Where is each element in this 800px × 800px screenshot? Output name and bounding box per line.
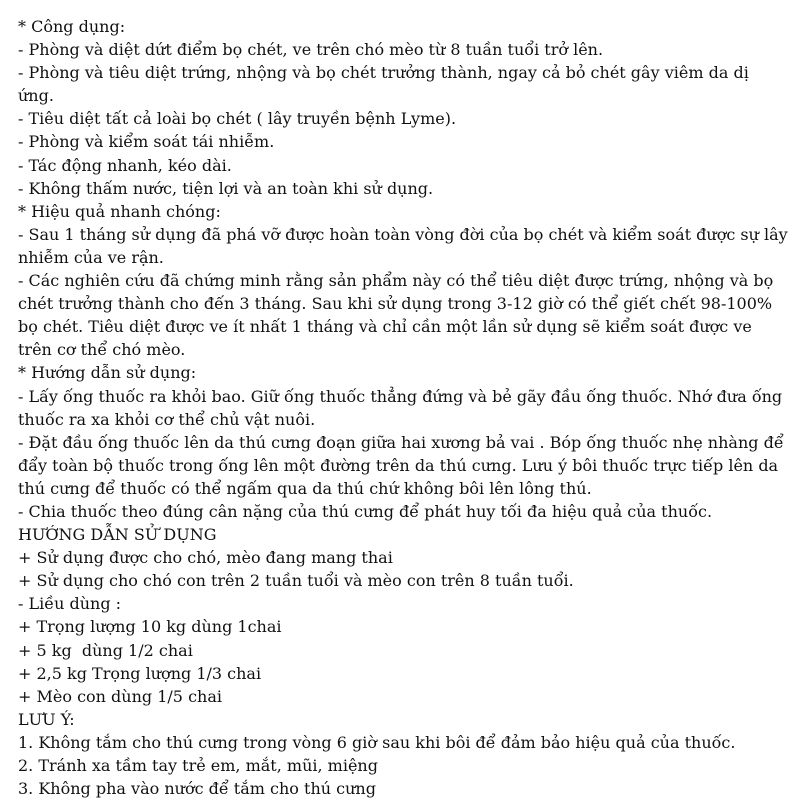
text-paragraph: - Lấy ống thuốc ra khỏi bao. Giữ ống thuốc thẳng đứng và bẻ gãy đầu ống thuốc. Nhớ đưa ống thuốc ra xa khỏi cơ thể chủ vật nuôi.: [18, 386, 788, 429]
note-item: 3. Không pha vào nước để tắm cho thú cưng: [18, 779, 376, 799]
section-heading-uses: * Công dụng:: [18, 17, 126, 36]
text-line: + Sử dụng được cho chó, mèo đang mang thai: [18, 548, 393, 568]
text-line: - Phòng và tiêu diệt trứng, nhộng và bọ chét trưởng thành, ngay cả bỏ chét gây viêm da dị ứng.: [18, 63, 754, 106]
dosage-heading: - Liều dùng :: [18, 594, 122, 614]
section-heading-usage-guide: HƯỚNG DẪN SỬ DỤNG: [18, 525, 217, 545]
section-heading-instructions: * Hướng dẫn sử dụng:: [18, 363, 197, 383]
text-line: - Phòng và diệt dứt điểm bọ chét, ve trên chó mèo từ 8 tuần tuổi trở lên.: [18, 40, 604, 60]
text-line: - Tác động nhanh, kéo dài.: [18, 155, 232, 175]
dosage-item: + 5 kg dùng 1/2 chai: [18, 640, 193, 660]
text-paragraph: - Sau 1 tháng sử dụng đã phá vỡ được hoàn toàn vòng đời của bọ chét và kiểm soát được sự lây nhiễm của ve rận.: [18, 224, 793, 267]
text-line: - Phòng và kiểm soát tái nhiễm.: [18, 132, 275, 152]
text-paragraph: - Các nghiên cứu đã chứng minh rằng sản phẩm này có thể tiêu diệt được trứng, nhộng và bọ chét trưởng thành cho đến 3 tháng. Sau khi sử dụng trong 3-12 giờ có thể giết chết 98-100% bọ chét. Tiêu diệt được ve ít nhất 1 tháng và chỉ cần một lần sử dụng sẽ kiểm soát được ve trên cơ thể chó mèo.: [18, 271, 779, 360]
text-paragraph: - Đặt đầu ống thuốc lên da thú cưng đoạn giữa hai xương bả vai . Bóp ống thuốc nhẹ nhàng để đẩy toàn bộ thuốc trong ống lên một đường trên da thú cưng. Lưu ý bôi thuốc trực tiếp lên da thú cưng để thuốc có thể ngấm qua da thú chứ không bôi lên lông thú.: [18, 432, 789, 498]
section-heading-effectiveness: * Hiệu quả nhanh chóng:: [18, 201, 221, 221]
text-line: - Không thấm nước, tiện lợi và an toàn khi sử dụng.: [18, 178, 434, 198]
text-line: + Sử dụng cho chó con trên 2 tuần tuổi và mèo con trên 8 tuần tuổi.: [18, 571, 574, 591]
dosage-item: + Mèo con dùng 1/5 chai: [18, 686, 222, 706]
text-line: - Chia thuốc theo đúng cân nặng của thú cưng để phát huy tối đa hiệu quả của thuốc.: [18, 501, 713, 521]
dosage-item: + Trọng lượng 10 kg dùng 1chai: [18, 617, 282, 637]
note-item: 2. Tránh xa tầm tay trẻ em, mắt, mũi, miệng: [18, 756, 378, 775]
dosage-item: + 2,5 kg Trọng lượng 1/3 chai: [18, 663, 262, 683]
note-item: 1. Không tắm cho thú cưng trong vòng 6 giờ sau khi bôi để đảm bảo hiệu quả của thuốc.: [18, 732, 736, 752]
document-body: [18, 15, 793, 800]
text-line: - Tiêu diệt tất cả loài bọ chét ( lây truyền bệnh Lyme).: [18, 109, 457, 129]
section-heading-notes: LƯU Ý:: [18, 709, 75, 729]
